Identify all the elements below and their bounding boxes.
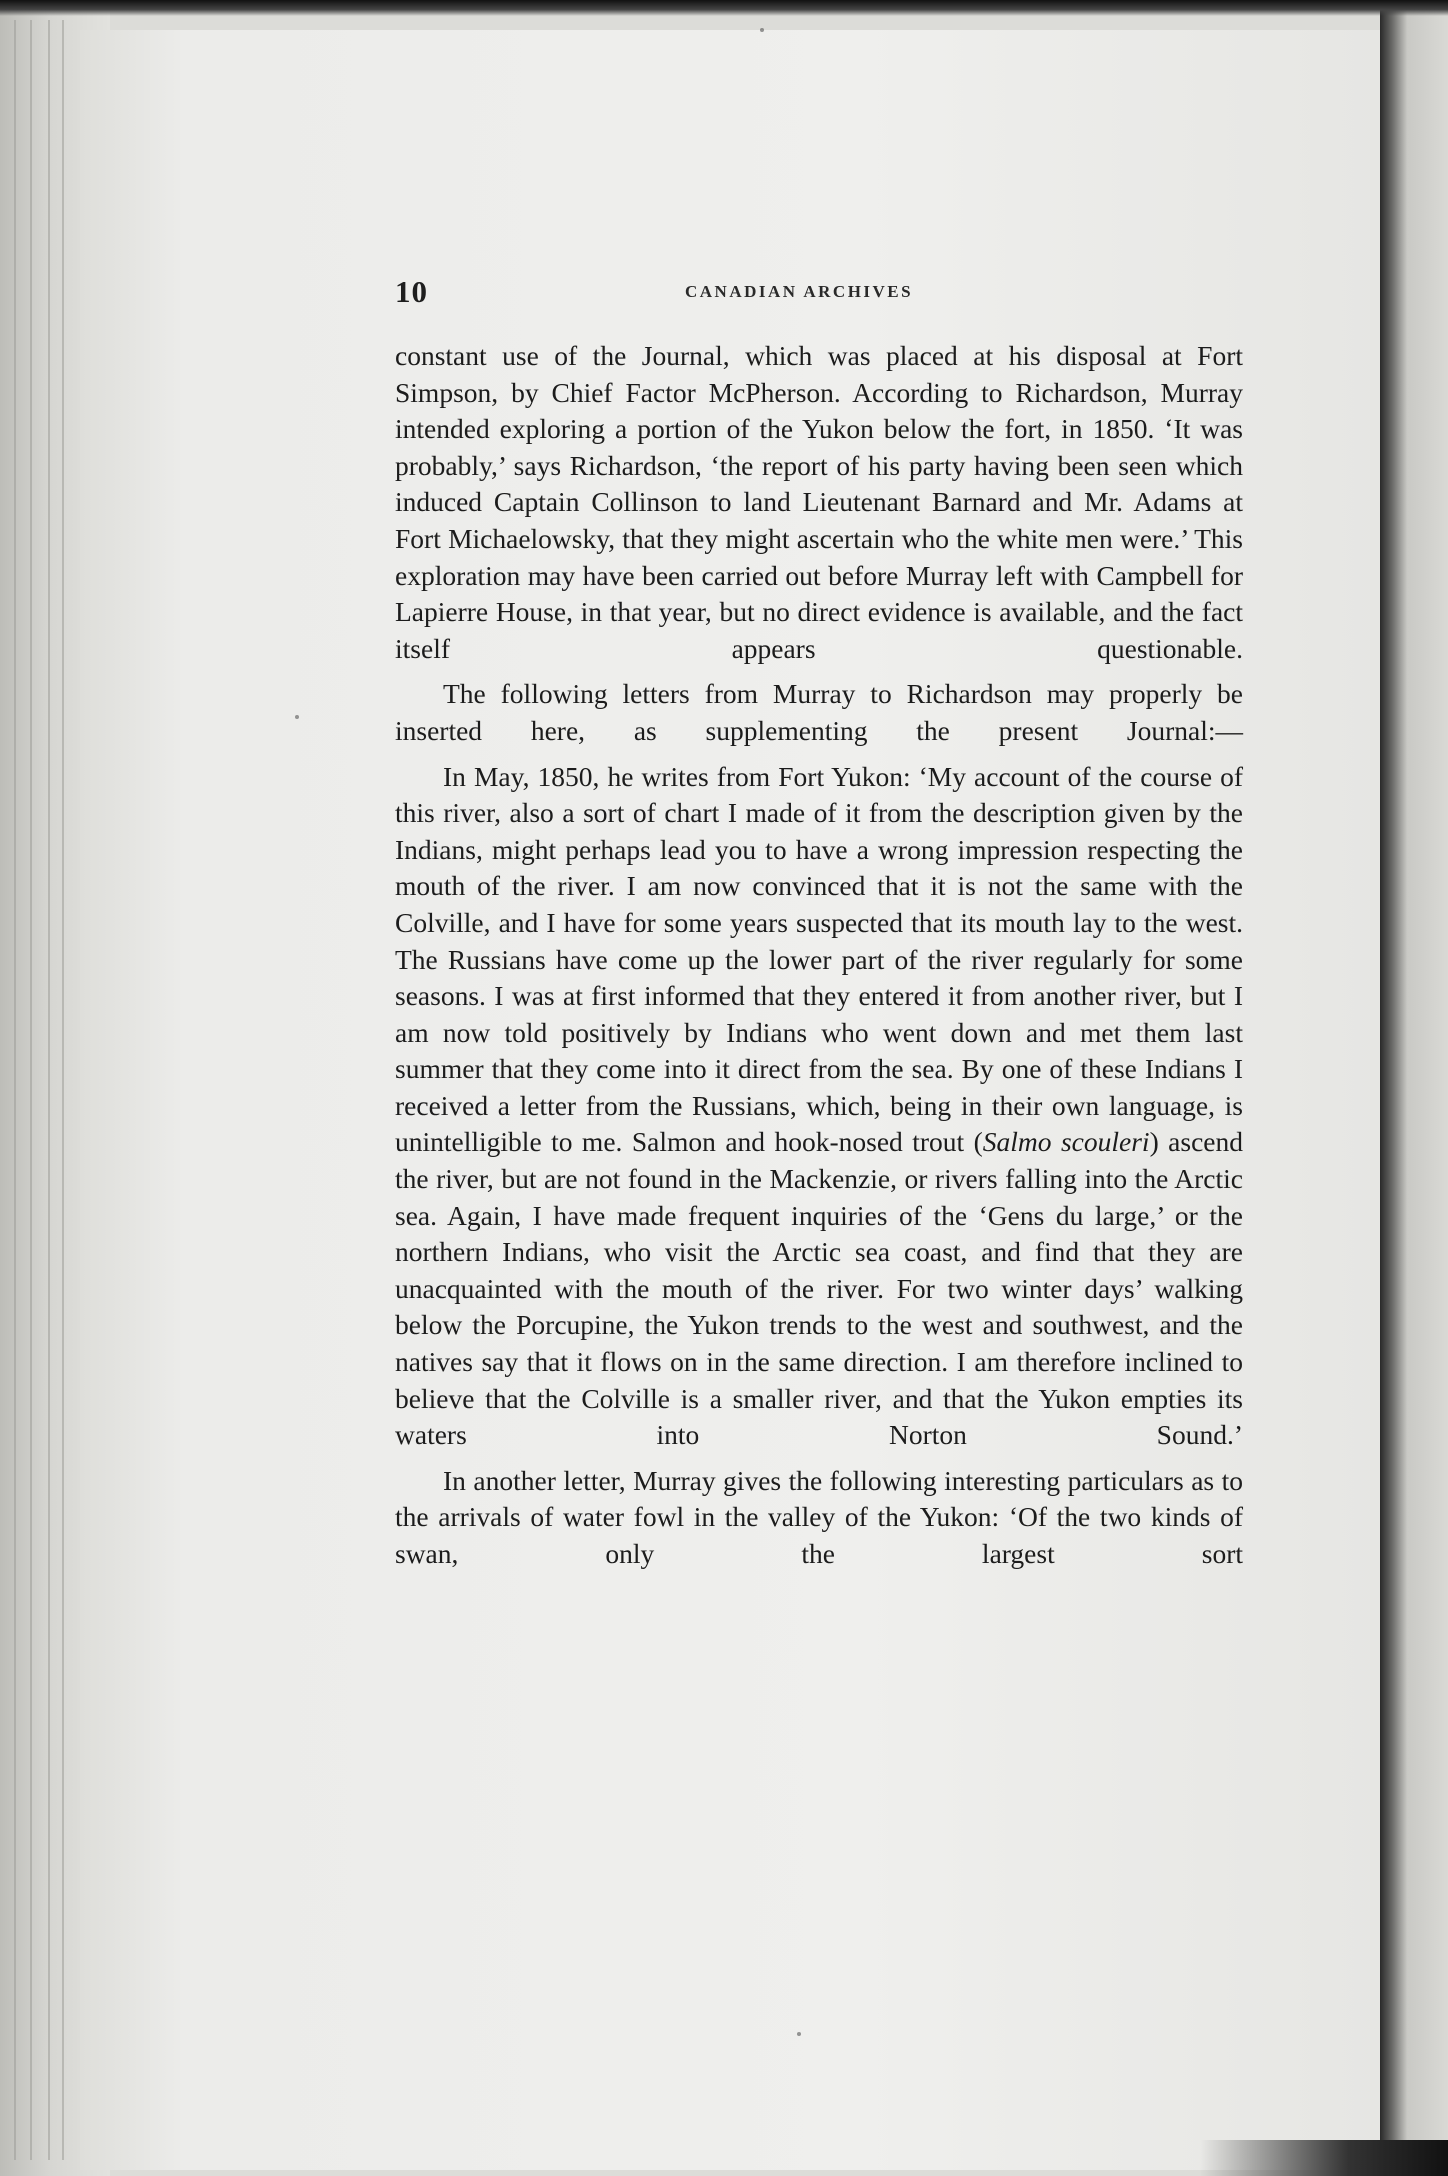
scan-speck	[760, 28, 764, 32]
paragraph-water-fowl: In another letter, Murray gives the following interesting particulars as to the arrivals of water fowl in the valley of the Yukon: ‘Of the two kinds of swan, only the largest sort	[395, 1464, 1243, 1569]
page-number: 10	[395, 274, 428, 309]
species-name: Salmo scouleri	[982, 1126, 1150, 1158]
running-head: CANADIAN ARCHIVES	[685, 282, 914, 301]
scan-speck	[295, 715, 299, 719]
body-text	[395, 338, 1243, 1573]
paragraph-fort-yukon-letter	[395, 759, 1243, 1454]
letter-text-part: In May, 1850, he writes from Fort Yukon: ‘My account of the course of this river, also a sort of chart I made of it from the description given by the Indians, might perhaps lead you to have a wrong impression respecting the mouth of the river. I am now convinced that it is not the same with the Colville, and I have for some years suspected that its mouth lay to the west. The Russians have come up the lower part of the river regularly for some seasons. I was at first informed that they entered it from another river, but I am now told positively by Indians who went down and met them last summer that they come into it direct from the sea. By one of these Indians I received a letter from the Russians, which, being in their own language, is unintelligible to me. Salmon and hook-nosed trout (	[395, 760, 1243, 1158]
paragraph-letters-intro: The following letters from Murray to Richardson may properly be inserted here, as supplementing the present Journal:—	[395, 678, 1243, 746]
book-gutter	[1380, 0, 1448, 2176]
letter-text-part: ) ascend the river, but are not found in the Mackenzie, or rivers falling into the Arctic sea. Again, I have made frequent inquiries of the ‘Gens du large,’ or the northern Indians, who visit the Arctic sea coast, and find that they are unacquainted with the mouth of the river. For two winter days’ walking below the Porcupine, the Yukon trends to the west and southwest, and the natives say that it flows on in the same direction. I am therefore inclined to believe that the Colville is a smaller river, and that the Yukon empties its waters into Norton Sound.’	[395, 1126, 1243, 1451]
page-edge-line	[14, 20, 16, 2160]
page-edge-line	[30, 20, 32, 2160]
bottom-scan-shadow	[1200, 2140, 1448, 2176]
page-header	[395, 274, 1240, 314]
page-edge-line	[48, 20, 50, 2160]
page-edge-line	[62, 20, 64, 2160]
paragraph-continued: constant use of the Journal, which was placed at his disposal at Fort Simpson, by Chief Factor McPherson. According to Richardson, Murray intended exploring a portion of the Yukon below the fort, in 1850. ‘It was probably,’ says Richardson, ‘the report of his party having been seen which induced Captain Collinson to land Lieutenant Barnard and Mr. Adams at Fort Michaelowsky, that they might ascertain who the white men were.’ This exploration may have been carried out before Murray left with Campbell for Lapierre House, in that year, but no direct evidence is available, and the fact itself appears questionable.	[395, 340, 1243, 664]
top-scan-shadow	[0, 0, 1448, 16]
scan-speck	[797, 2032, 801, 2036]
